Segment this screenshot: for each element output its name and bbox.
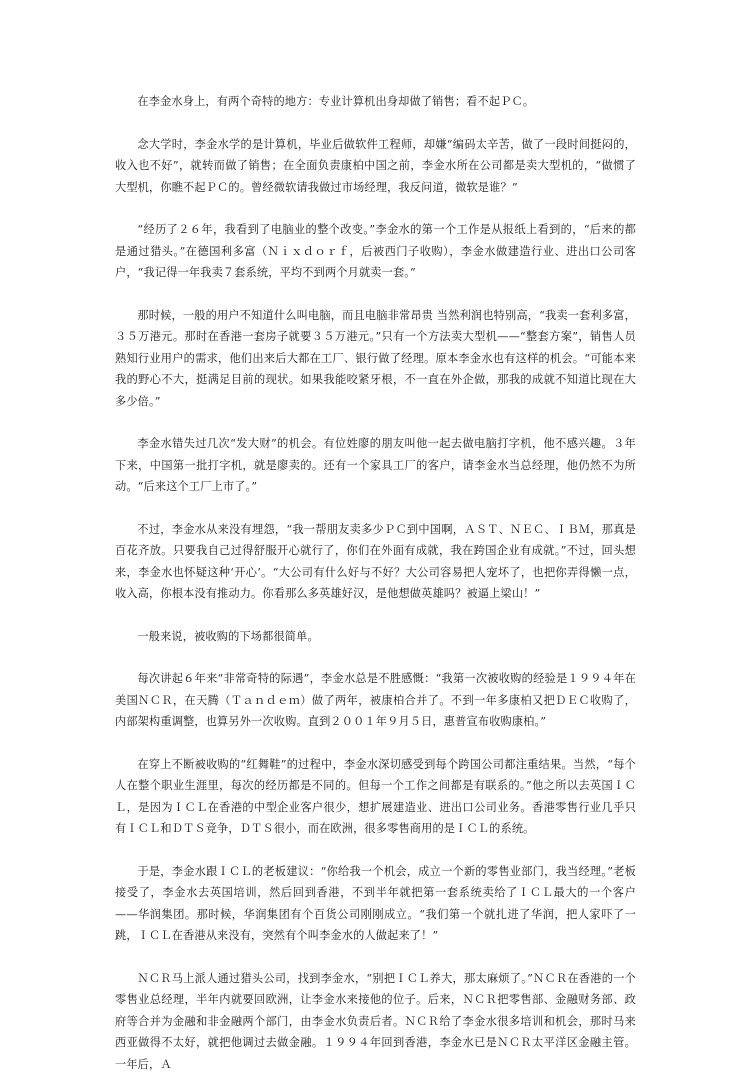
paragraph: 不过，李金水从来没有埋怨，“我一帮朋友卖多少ＰＣ到中国啊，ＡＳＴ、ＮＥＣ、ＩＢＭ，那真是百花齐放。只要我自己过得舒服开心就行了，你们在外面有成就，我在跨国企业有成就。”不过，回头想来，李金水也怀疑这种‘开心’。“大公司有什么好与不好？大公司容易把人宠坏了，也把你弄得懒一点，收入高，你根本没有推动力。你看那么多英雄好汉，是他想做英雄吗？被逼上梁山！” xyxy=(115,519,636,605)
paragraph: 在穿上不断被收购的“红舞鞋”的过程中，李金水深切感受到每个跨国公司都注重结果。当然，“每个人在整个职业生涯里，每次的经历都是不同的。但每一个工作之间都是有联系的。”他之所以去英国ＩＣＬ，是因为ＩＣＬ在香港的中型企业客户很少，想扩展建造业、进出口公司业务。香港零售行业几乎只有ＩＣＬ和ＤＴＳ竞争，ＤＴＳ很小，而在欧洲，很多零售商用的是ＩＣＬ的系统。 xyxy=(115,754,636,840)
paragraph: 每次讲起６年来“非常奇特的际遇”，李金水总是不胜感慨：“我第一次被收购的经验是１９９４年在美国ＮＣＲ，在天腾（Ｔａｎｄｅｍ）做了两年，被康柏合并了。不到一年多康柏又把ＤＥＣ收购了，内部架构重调整，也算另外一次收购。直到２００１年９月５日，惠普宣布收购康柏。” xyxy=(115,668,636,733)
paragraph: 李金水错失过几次“发大财”的机会。有位姓廖的朋友叫他一起去做电脑打字机，他不感兴趣。３年下来，中国第一批打字机，就是廖卖的。还有一个家具工厂的客户，请李金水当总经理，他仍然不为所动。“后来这个工厂上市了。” xyxy=(115,433,636,498)
paragraph: “经历了２６年，我看到了电脑业的整个改变。”李金水的第一个工作是从报纸上看到的，“后来的都是通过猎头。”在德国利多富（Ｎｉｘｄｏｒｆ，后被西门子收购），李金水做建造行业、进出口公司客户，“我记得一年我卖７套系统，平均不到两个月就卖一套。” xyxy=(115,219,636,284)
paragraph: 一般来说，被收购的下场都很简单。 xyxy=(115,626,636,648)
paragraph: 念大学时，李金水学的是计算机，毕业后做软件工程师，却嫌“编码太辛苦，做了一段时间挺闷的，收入也不好”，就转而做了销售；在全面负责康柏中国之前，李金水所在公司都是卖大型机的，“做惯了大型机，你瞧不起ＰＣ的。曾经微软请我做过市场经理，我反问道，微软是谁？” xyxy=(115,134,636,199)
paragraph: ＮＣＲ马上派人通过猎头公司，找到李金水，“别把ＩＣＬ养大，那太麻烦了。”ＮＣＲ在香港的一个零售业总经理，半年内就要回欧洲，让李金水来接他的位子。后来，ＮＣＲ把零售部、金融财务部、政府等合并为金融和非金融两个部门，由李金水负责后者。ＮＣＲ给了李金水很多培训和机会，那时马来西亚做得不太好，就把他调过去做金融。１９９４年回到香港，李金水已是ＮＣＲ太平洋区金融主管。一年后，Ａ xyxy=(115,968,636,1075)
paragraph: 那时候，一般的用户不知道什么叫电脑，而且电脑非常昂贵 当然利润也特别高，“我卖一套利多富，３５万港元。那时在香港一套房子就要３５万港元。”只有一个方法卖大型机——“整套方案”，销售人员熟知行业用户的需求，他们出来后大都在工厂、银行做了经理。原本李金水也有这样的机会。“可能本来我的野心不大，挺满足目前的现状。如果我能咬紧牙根，不一直在外企做，那我的成就不知道比现在大多少倍。” xyxy=(115,305,636,413)
paragraph: 在李金水身上，有两个奇特的地方：专业计算机出身却做了销售；看不起ＰＣ。 xyxy=(115,91,636,113)
paragraph: 于是，李金水跟ＩＣＬ的老板建议：“你给我一个机会，成立一个新的零售业部门，我当经理。”老板接受了，李金水去英国培训，然后回到香港，不到半年就把第一套系统卖给了ＩＣＬ最大的一个客户——华润集团。那时候，华润集团有个百货公司刚刚成立。“我们第一个就扎进了华润，把人家吓了一跳，ＩＣＬ在香港从来没有，突然有个叫李金水的人做起来了！” xyxy=(115,861,636,947)
